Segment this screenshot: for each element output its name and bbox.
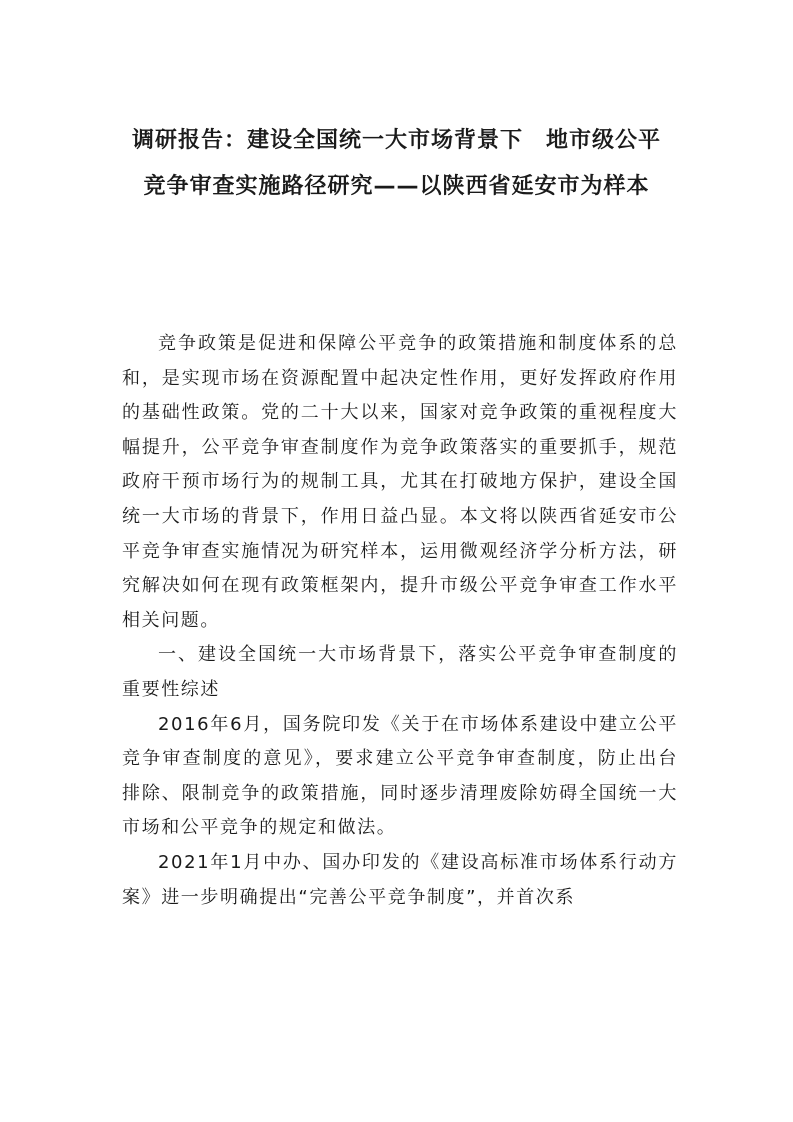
body-paragraph: 2016年6月，国务院印发《关于在市场体系建设中建立公平竞争审查制度的意见》，要求建立公平竞争审查制度，防止出台排除、限制竞争的政策措施，同时逐步清理废除妨碍全国统一大市场和公平竞争的规定和做法。 [122,713,678,839]
body-paragraph: 2021年1月中办、国办印发的《建设高标准市场体系行动方案》进一步明确提出“完善公平竞争制度”，并首次系 [122,851,678,908]
title-line-2: 竞争审查实施路径研究——以陕西省延安市为样本 [143,174,650,199]
section-heading: 一、建设全国统一大市场背景下，落实公平竞争审查制度的重要性综述 [122,644,678,700]
title-line-1: 调研报告：建设全国统一大市场背景下 地市级公平 [131,128,661,153]
intro-paragraph: 竞争政策是促进和保障公平竞争的政策措施和制度体系的总和，是实现市场在资源配置中起决定性作用，更好发挥政府作用的基础性政策。党的二十大以来，国家对竞争政策的重视程度大幅提升，公平竞争审查制度作为竞争政策落实的重要抓手，规范政府干预市场行为的规制工具，尤其在打破地方保护，建设全国统一大市场的背景下，作用日益凸显。本文将以陕西省延安市公平竞争审查实施情况为研究样本，运用微观经济学分析方法，研究解决如何在现有政策框架内，提升市级公平竞争审查工作水平相关问题。 [122,333,678,631]
document-body [122,327,678,915]
document-title [100,118,693,210]
